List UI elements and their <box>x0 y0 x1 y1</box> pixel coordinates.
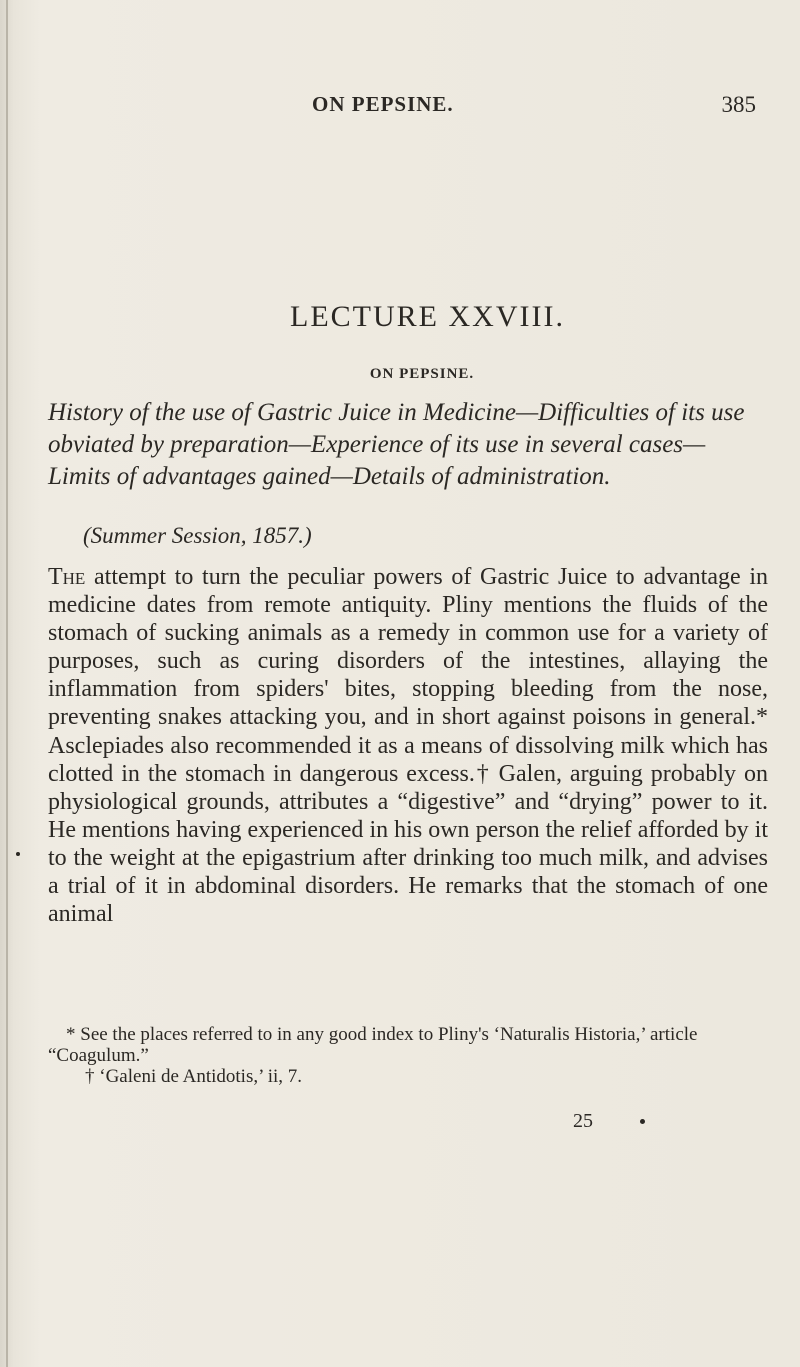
page-number: 385 <box>721 92 756 117</box>
margin-mark <box>16 852 20 856</box>
running-header <box>300 92 756 122</box>
footnote-1: * See the places referred to in any good index to Pliny's ‘Naturalis Historia,’ article “Coagulum.” <box>48 1024 698 1066</box>
lecture-title: LECTURE XXVIII. <box>290 300 565 333</box>
signature-mark: 25 <box>573 1110 593 1132</box>
footnote-2: † ‘Galeni de Antidotis,’ ii, 7. <box>85 1066 303 1087</box>
body-paragraph <box>48 563 768 928</box>
lecture-summary: History of the use of Gastric Juice in Medicine—Difficulties of its use obviated by preparation—Experience of its use in several cases—Limits of advantages gained—Details of administration. <box>48 399 745 490</box>
paragraph-text: attempt to turn the peculiar powers of Gastric Juice to advantage in medicine dates from remote antiquity. Pliny mentions the fluids of the stomach of sucking animals as a remedy in common use for a variety of purposes, such as curing disorders of the intestines, allaying the inflammation from spiders' bites, stopping bleeding from the nose, preventing snakes attacking you, and in short against poisons in general.* Asclepiades also recommended it as a means of dissolving milk which has clotted in the stomach in dangerous excess.† Galen, arguing probably on physiological grounds, attributes a “digestive” and “drying” power to it. He mentions having experienced in his own person the relief afforded by it to the weight at the epigastrium after drinking too much milk, and advises a trial of it in abdominal disorders. He remarks that the stomach of one animal <box>48 564 768 928</box>
paragraph-opening-word: The <box>48 564 86 590</box>
running-title: ON PEPSINE. <box>312 92 454 116</box>
footnotes <box>48 1024 768 1087</box>
signature-dot <box>640 1119 645 1124</box>
lecture-subtitle: ON PEPSINE. <box>369 366 475 382</box>
session-note: (Summer Session, 1857.) <box>83 523 312 548</box>
page-gutter <box>6 0 8 1367</box>
